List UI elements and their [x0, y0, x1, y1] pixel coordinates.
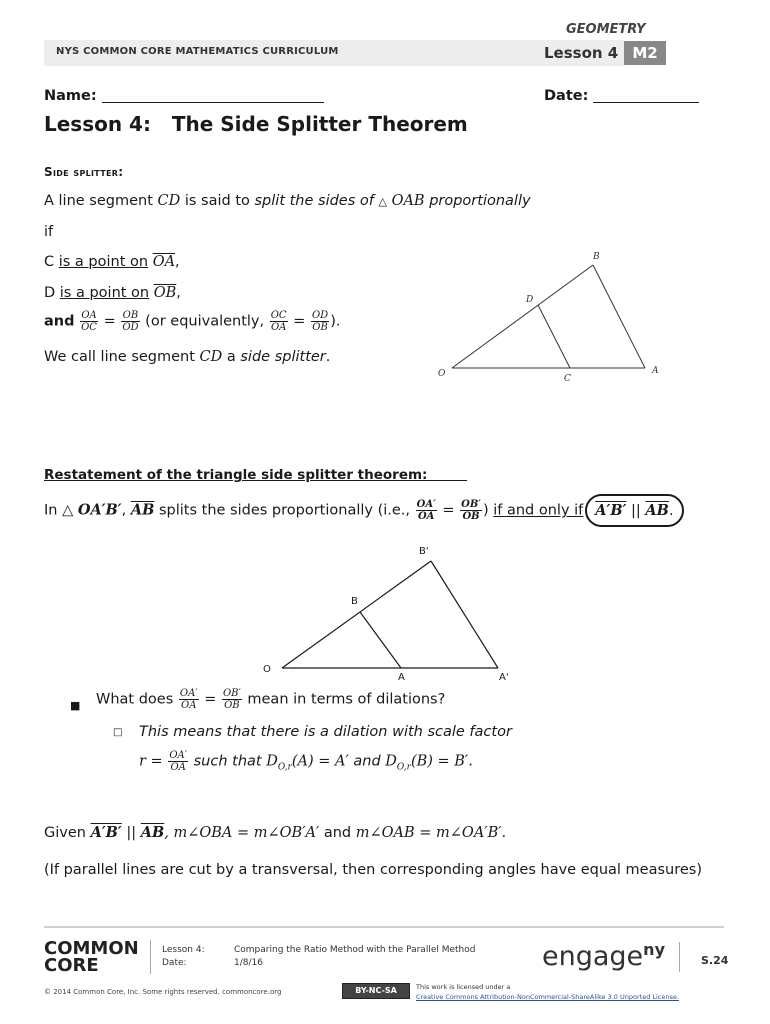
- if-word: if: [44, 224, 54, 240]
- numerator: OB: [122, 310, 139, 321]
- text: .: [668, 503, 674, 519]
- text: if and only if: [493, 502, 584, 519]
- condition-c: C is a point on $\overline{OA}$,: [44, 254, 180, 270]
- page-title: Lesson 4: The Side Splitter Theorem: [44, 112, 468, 136]
- fraction: [179, 688, 199, 711]
- label-b-prime: B': [419, 546, 429, 557]
- footer-date: 1/8/16: [234, 958, 263, 968]
- date-line[interactable]: [593, 102, 699, 103]
- page-number: S.24: [701, 954, 729, 967]
- segment-ab-line: [360, 612, 401, 668]
- fraction: [121, 310, 139, 333]
- text: a: [222, 349, 241, 365]
- text: A line segment: [44, 193, 158, 209]
- denominator: OC: [81, 322, 97, 333]
- numerator: OC: [270, 310, 287, 321]
- numerator: OB′: [222, 688, 241, 699]
- definition-call: [44, 349, 330, 365]
- numerator: OA′: [416, 499, 436, 510]
- condition-ratio: and $\frac{OA}{OC}$ = $\frac{OB}{OD}$ (or equivalently, $\frac{OC}{OA}$ = $\frac{OD}{OB}$ ).: [44, 310, 341, 333]
- label-o: O: [438, 369, 446, 379]
- numerator: OA: [81, 310, 97, 321]
- segment-ab: $\overline{AB}$: [645, 502, 669, 519]
- text: r =: [139, 753, 163, 770]
- text: splits the sides proportionally (i.e.,: [154, 502, 415, 519]
- definition-line1: [44, 193, 531, 209]
- cc-license-badge: BY-NC-SA: [342, 983, 410, 999]
- name-field: [44, 88, 324, 104]
- text: is a point on: [58, 254, 149, 270]
- label-d: D: [526, 295, 534, 305]
- text: (or equivalently,: [145, 313, 265, 330]
- footer-separator-right: [679, 942, 680, 972]
- numerator: OA′: [179, 688, 198, 699]
- note-line: (If parallel lines are cut by a transversal, then corresponding angles have equal measures): [44, 862, 702, 878]
- text: such that: [193, 753, 262, 770]
- angle-equation-1: , m∠OBA = m∠OB′A′: [164, 825, 320, 841]
- segment-ab: $\overline{AB}$: [140, 824, 165, 841]
- triangle-symbol: △: [378, 195, 387, 208]
- lesson-label: Lesson 4: [544, 44, 619, 62]
- side-splitter-figure: [430, 245, 670, 390]
- license-line-1: This work is licensed under a: [416, 983, 511, 991]
- license-text: [416, 982, 679, 1002]
- label-b: B: [593, 252, 600, 262]
- denominator: OB: [312, 322, 328, 333]
- denominator: OD: [122, 322, 139, 333]
- restatement-heading: [44, 467, 467, 483]
- segment-cd: CD: [199, 349, 223, 365]
- circled-answer: [585, 494, 683, 527]
- license-link[interactable]: Creative Commons Attribution-NonCommercial-ShareAlike 3.0 Unported License.: [416, 993, 679, 1001]
- text: Restatement of the triangle side splitter theorem:: [44, 467, 428, 483]
- text: .: [325, 349, 331, 365]
- common-core-logo: [44, 940, 139, 974]
- footer-meta-values: [234, 944, 475, 970]
- text: D: [385, 753, 397, 770]
- text: (A) = A′: [291, 753, 349, 770]
- text: D: [266, 753, 278, 770]
- text: mean in terms of dilations?: [247, 691, 446, 708]
- subscript: O,r: [277, 762, 292, 773]
- question-line: What does $\frac{OA'}{OA}$ = $\frac{OB'}{OB}$ mean in terms of dilations?: [96, 688, 446, 711]
- text: and: [44, 313, 75, 330]
- restatement-statement: In △ OA′B′, $\overline{AB}$ splits the sides proportionally (i.e., $\frac{OA'}{OA}$ = $\frac{OB'}{OB}$ ) if and only if A′B′ || $\overline{AB}$.: [44, 494, 684, 527]
- numerator: OA′: [169, 750, 188, 761]
- segment-ob: $\overline{OB}$: [153, 285, 177, 301]
- answer-line2: [139, 750, 473, 773]
- logo-line-2: CORE: [44, 955, 99, 976]
- dilation-figure: [255, 538, 525, 683]
- triangle-oab: OAB: [391, 193, 425, 209]
- text: C: [44, 254, 59, 270]
- denominator: OA: [270, 322, 287, 333]
- footer-divider: [44, 926, 724, 928]
- denominator: OA: [170, 762, 186, 773]
- denominator: OA: [417, 511, 435, 522]
- text: proportionally: [429, 193, 531, 209]
- denominator: OB: [224, 700, 240, 711]
- label-a: A: [398, 672, 405, 683]
- triangle-oapbp: OA′B′: [77, 501, 122, 519]
- segment-apbp: A′B′: [595, 502, 627, 519]
- fraction: [460, 499, 482, 522]
- subscript: O,r: [396, 762, 411, 773]
- subject-label: GEOMETRY: [566, 22, 646, 37]
- fraction: [80, 310, 98, 333]
- segment-ab-line: [593, 265, 645, 368]
- text: ,: [121, 502, 131, 519]
- text: and: [353, 753, 381, 770]
- footer-separator: [150, 940, 151, 974]
- segment-apbp: A′B′: [90, 824, 122, 841]
- label-c: C: [564, 374, 571, 384]
- fraction: [168, 750, 188, 773]
- module-badge: M2: [624, 41, 666, 65]
- footer-meta-labels: [162, 944, 205, 970]
- text: D: [44, 285, 60, 301]
- text: ).: [330, 313, 341, 330]
- bullet-icon: ■: [70, 699, 81, 712]
- curriculum-label: NYS COMMON CORE MATHEMATICS CURRICULUM: [56, 46, 339, 57]
- numerator: OB′: [461, 499, 481, 510]
- answer-line1: This means that there is a dilation with scale factor: [139, 724, 512, 740]
- label-b: B: [351, 596, 358, 607]
- fraction: [222, 688, 242, 711]
- given-line: [44, 824, 506, 841]
- text: is a point on: [59, 285, 150, 301]
- label-a-prime: A': [499, 672, 509, 683]
- fraction: [416, 499, 437, 522]
- sub-bullet-icon: □: [113, 727, 123, 738]
- text: and: [319, 825, 356, 841]
- footer-lesson-title: Comparing the Ratio Method with the Parallel Method: [234, 945, 476, 955]
- condition-d: D is a point on $\overline{OB}$,: [44, 285, 181, 301]
- footer-lesson-label: Lesson 4:: [162, 945, 205, 955]
- parallel-symbol: ||: [626, 503, 646, 519]
- angle-equation-2: m∠OAB = m∠OA′B′.: [355, 825, 507, 841]
- text: side splitter: [240, 349, 326, 365]
- label-a: A: [652, 366, 659, 376]
- segment-cd-line: [538, 305, 570, 368]
- segment-ob-line: [452, 265, 593, 368]
- text: Given: [44, 825, 91, 841]
- logo-engage: engage: [542, 941, 644, 972]
- footer-date-label: Date:: [162, 958, 187, 968]
- text: What does: [96, 691, 174, 708]
- label-o: O: [263, 664, 271, 675]
- definition-heading: Side splitter:: [44, 165, 124, 179]
- denominator: OB: [462, 511, 480, 522]
- copyright: © 2014 Common Core, Inc. Some rights reserved. commoncore.org: [44, 988, 282, 996]
- segment-cd: CD: [157, 193, 181, 209]
- segment-apbp-line: [431, 561, 498, 668]
- segment-ab: $\overline{AB}$: [130, 501, 155, 519]
- segment-oa: $\overline{OA}$: [152, 254, 176, 270]
- text: is said to: [180, 193, 255, 209]
- date-label: Date:: [544, 88, 589, 104]
- name-label: Name:: [44, 88, 97, 104]
- text: ): [482, 502, 489, 519]
- name-line[interactable]: [102, 102, 324, 103]
- segment-obp-line: [282, 561, 431, 668]
- text: We call line segment: [44, 349, 200, 365]
- text: split the sides of: [254, 193, 374, 209]
- parallel-symbol: ||: [121, 825, 141, 841]
- numerator: OD: [311, 310, 329, 321]
- fraction: [270, 310, 288, 333]
- fraction: [311, 310, 329, 333]
- text: In △: [44, 502, 78, 519]
- logo-ny: ny: [643, 940, 665, 959]
- denominator: OA: [181, 700, 197, 711]
- logo-line-1: COMMON: [44, 938, 139, 959]
- engageny-logo: [542, 940, 665, 972]
- date-field: [544, 88, 699, 104]
- text: (B) = B′.: [410, 753, 473, 770]
